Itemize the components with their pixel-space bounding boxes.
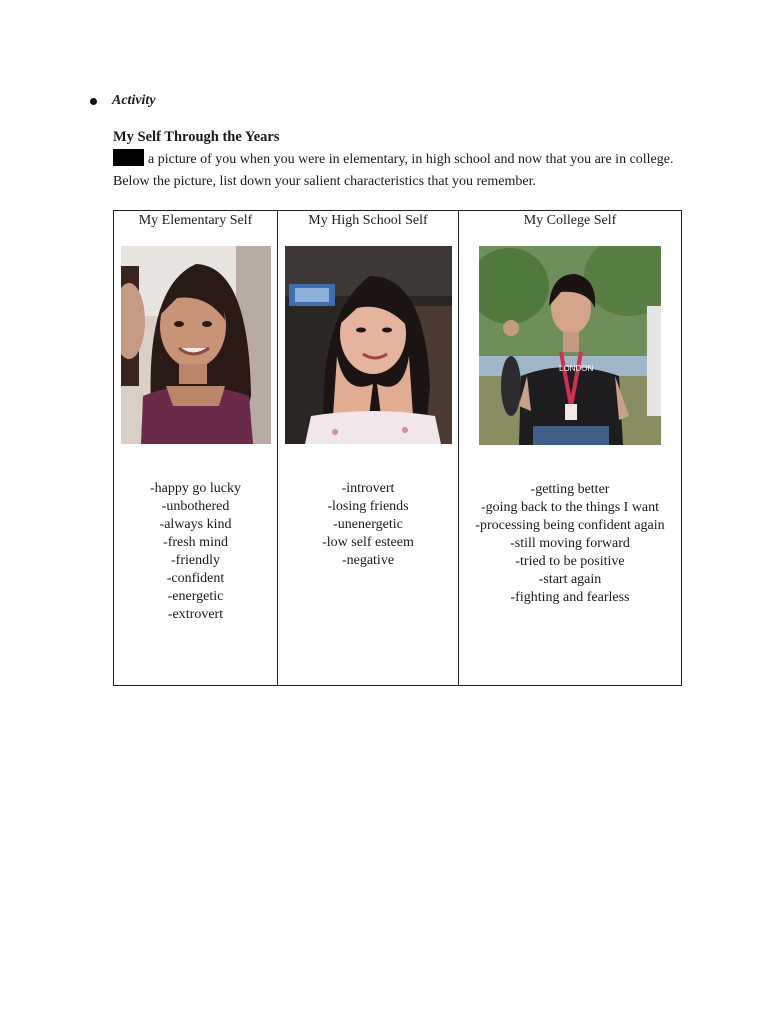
high-school-photo bbox=[285, 246, 452, 444]
elementary-traits-list bbox=[114, 480, 277, 624]
list-item: -fighting and fearless bbox=[510, 590, 630, 605]
column-heading: My College Self bbox=[523, 213, 617, 228]
activity-label: Activity bbox=[112, 93, 156, 108]
instructions-text: a picture of you when you were in elementary, in high school and now that you are in college. Below the picture, list down your salient characteristics that you remember. bbox=[113, 152, 674, 189]
list-item: -fresh mind bbox=[163, 535, 228, 550]
list-item: -negative bbox=[341, 553, 395, 568]
list-item: -introvert bbox=[341, 481, 395, 496]
list-item: -happy go lucky bbox=[150, 481, 241, 496]
list-item: -start again bbox=[538, 572, 602, 587]
redaction-block bbox=[113, 149, 144, 166]
activity-bullet bbox=[90, 93, 156, 109]
self-through-years-table bbox=[113, 210, 682, 686]
college-traits-list bbox=[459, 481, 681, 607]
high-school-column bbox=[278, 211, 459, 686]
list-item: -processing being confident again bbox=[475, 518, 665, 533]
list-item: -going back to the things I want bbox=[480, 500, 660, 515]
list-item: -always kind bbox=[159, 517, 232, 532]
shirt-print-text: LONDON bbox=[559, 364, 594, 373]
college-column bbox=[459, 211, 682, 686]
bullet-dot-icon bbox=[90, 98, 97, 105]
list-item: -unenergetic bbox=[333, 517, 403, 532]
section-title: My Self Through the Years bbox=[113, 129, 280, 145]
college-photo bbox=[479, 246, 661, 445]
list-item: -energetic bbox=[167, 589, 224, 604]
list-item: -friendly bbox=[171, 553, 220, 568]
list-item: -getting better bbox=[530, 482, 610, 497]
list-item: -extrovert bbox=[167, 607, 224, 622]
list-item: -tried to be positive bbox=[515, 554, 625, 569]
list-item: -confident bbox=[166, 571, 225, 586]
elementary-photo bbox=[121, 246, 271, 444]
elementary-column bbox=[114, 211, 278, 686]
list-item: -still moving forward bbox=[510, 536, 630, 551]
list-item: -unbothered bbox=[161, 499, 230, 514]
list-item: -losing friends bbox=[327, 499, 409, 514]
list-item: -low self esteem bbox=[322, 535, 414, 550]
high-school-traits-list bbox=[278, 480, 458, 570]
column-heading: My High School Self bbox=[308, 213, 428, 228]
instructions-paragraph bbox=[113, 149, 683, 192]
column-heading: My Elementary Self bbox=[138, 213, 253, 228]
